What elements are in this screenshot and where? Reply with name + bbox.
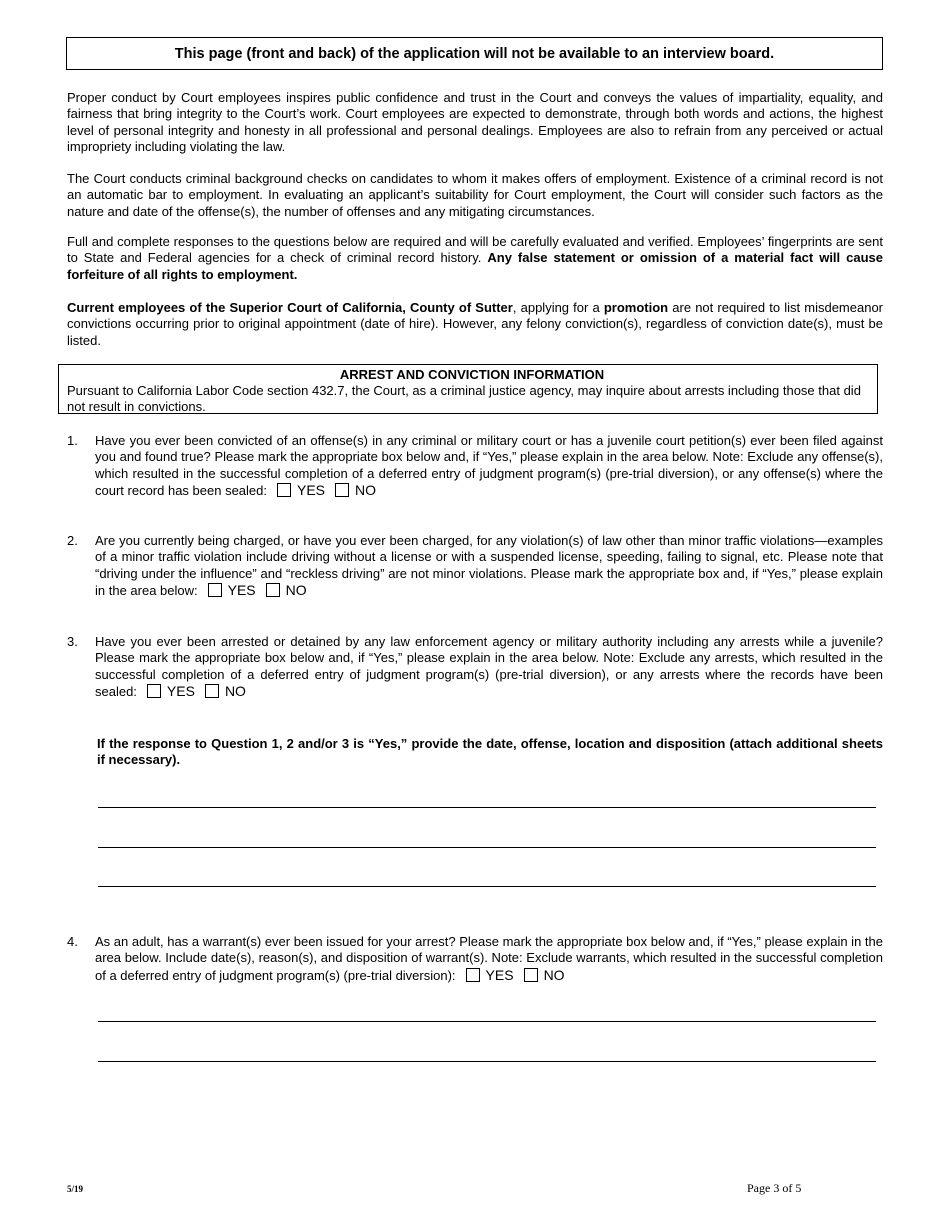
verification-warning: Any false statement or omission of a material fact will cause forfeiture of all rights to employment. xyxy=(67,250,883,282)
verification-paragraph xyxy=(67,234,883,283)
answer-line[interactable] xyxy=(98,1021,876,1022)
question-number: 2. xyxy=(67,533,78,548)
no-checkbox[interactable] xyxy=(335,483,349,497)
arrest-info-box xyxy=(58,364,878,414)
answer-line[interactable] xyxy=(98,847,876,848)
verification-text: Full and complete responses to the questions below are required and will be carefully evaluated and verified. Employees’ fingerprints are sent to State and Federal agencies for a check of criminal record history. xyxy=(67,234,883,266)
yes-checkbox[interactable] xyxy=(147,684,161,698)
yes-checkbox[interactable] xyxy=(277,483,291,497)
current-employees-bold: Current employees of the Superior Court of California, County of Sutter xyxy=(67,300,513,315)
no-label: NO xyxy=(285,581,307,598)
no-checkbox[interactable] xyxy=(524,968,538,982)
question-number: 1. xyxy=(67,433,78,448)
yes-checkbox[interactable] xyxy=(466,968,480,982)
background-check-paragraph: The Court conducts criminal background checks on candidates to whom it makes offers of employment. Existence of a criminal record is not an automatic bar to employment. In evaluating an applicant’s suitability for Court employment, the Court will consider such factors as the nature and date of the offense(s), the number of offenses and any mitigating circumstances. xyxy=(67,171,883,219)
answer-line[interactable] xyxy=(98,1061,876,1062)
promotion-bold: promotion xyxy=(603,300,669,315)
question-number: 3. xyxy=(67,634,78,649)
current-employees-paragraph xyxy=(67,300,883,349)
no-label: NO xyxy=(355,481,377,498)
arrest-info-text: Pursuant to California Labor Code section 432.7, the Court, as a criminal justice agency, may inquire about arrests including those that did not result in convictions. xyxy=(67,383,861,414)
question-1-text: Have you ever been convicted of an offense(s) in any criminal or military court or has a juvenile court petition(s) ever been filed against you and found true? Please mark the appropriate box below and, if “Yes,” please explain in the area below. Note: Exclude any offense(s), which resulted in the successful completion of a deferred entry of judgment program(s) (pre-trial diversion), or any offense(s) where the court record has been sealed: xyxy=(95,433,883,498)
no-label: NO xyxy=(543,966,565,983)
question-text xyxy=(95,934,883,984)
no-label: NO xyxy=(224,682,246,699)
yes-label: YES xyxy=(297,481,326,498)
question-4 xyxy=(67,934,883,984)
confidentiality-banner xyxy=(66,37,883,70)
banner-text: This page (front and back) of the application will not be available to an interview board. xyxy=(174,45,775,62)
question-4-text: As an adult, has a warrant(s) ever been issued for your arrest? Please mark the appropriate box below and, if “Yes,” please explain in the area below. Include date(s), reason(s), and disposition of warrant(s). Note: Exclude warrants, which resulted in the successful completion of a deferred entry of judgment program(s) (pre-trial diversion): xyxy=(95,934,883,983)
answer-line[interactable] xyxy=(98,886,876,887)
no-checkbox[interactable] xyxy=(205,684,219,698)
question-3 xyxy=(67,634,883,700)
question-text xyxy=(95,634,883,700)
current-employees-text1: , applying for a xyxy=(512,300,604,315)
arrest-info-title: ARREST AND CONVICTION INFORMATION xyxy=(339,367,605,382)
question-3-text: Have you ever been arrested or detained by any law enforcement agency or military authority including any arrests while a juvenile? Please mark the appropriate box below and, if “Yes,” please explain in the area below. Note: Exclude any arrests, which resulted in the successful completion of a deferred entry of judgment program(s) (pre-trial diversion), or any arrests where the records have been sealed: xyxy=(95,634,883,699)
explanation-instruction: If the response to Question 1, 2 and/or 3 is “Yes,” provide the date, offense, location and disposition (attach additional sheets if necessary). xyxy=(97,736,883,768)
question-2 xyxy=(67,533,883,599)
question-number: 4. xyxy=(67,934,78,949)
page-number: Page 3 of 5 xyxy=(747,1181,802,1195)
current-employees-text2: are not required to list misdemeanor convictions occurring prior to original appointment (date of hire). However, any felony conviction(s), regardless of conviction date(s), must be listed. xyxy=(67,300,883,348)
yes-checkbox[interactable] xyxy=(208,583,222,597)
no-checkbox[interactable] xyxy=(266,583,280,597)
yes-label: YES xyxy=(485,966,514,983)
question-2-text: Are you currently being charged, or have you ever been charged, for any violation(s) of law other than minor traffic violations—examples of a minor traffic violation include driving without a license or with a suspended license, speeding, failing to signal, etc. Please note that “driving under the influence” and “reckless driving” are not minor violations. Please mark the appropriate box and, if “Yes,” please explain in the area below: xyxy=(95,533,883,598)
yes-label: YES xyxy=(166,682,195,699)
question-text xyxy=(95,433,883,499)
question-text xyxy=(95,533,883,599)
conduct-paragraph: Proper conduct by Court employees inspires public confidence and trust in the Court and conveys the values of impartiality, equality, and fairness that bring integrity to the Court’s work. Court employees are expected to demonstrate, through both words and actions, the highest level of personal integrity and honesty in all professional and personal dealings. Employees are also to refrain from any perceived or actual impropriety including violating the law. xyxy=(67,90,883,154)
question-1 xyxy=(67,433,883,499)
answer-line[interactable] xyxy=(98,807,876,808)
revision-date: 5/19 xyxy=(67,1184,84,1194)
yes-label: YES xyxy=(227,581,256,598)
